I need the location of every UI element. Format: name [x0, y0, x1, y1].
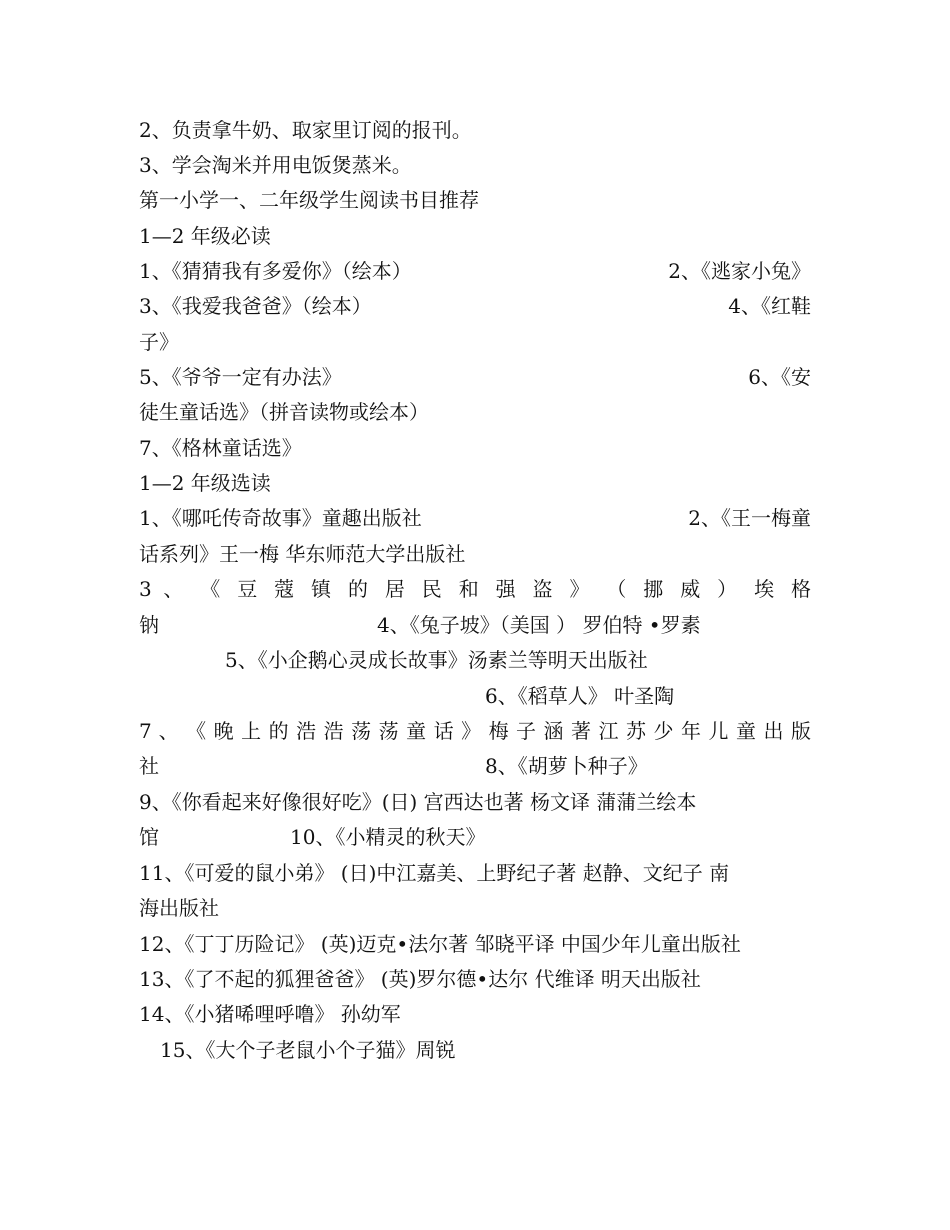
book-entry: 9、《你看起来好像很好吃》(日) 宫西达也著 杨文译 蒲蒲兰绘本	[139, 790, 697, 814]
book-row	[139, 288, 811, 324]
text-line: 2、负责拿牛奶、取家里订阅的报刊。	[139, 118, 472, 142]
book-entry: 13、《了不起的狐狸爸爸》 (英)罗尔德•达尔 代维译 明天出版社	[139, 967, 701, 991]
text-line: 话系列》王一梅 华东师范大学出版社	[139, 542, 466, 566]
book-entry: 1、《哪吒传奇故事》童趣出版社	[139, 506, 422, 530]
text-line: 海出版社	[139, 896, 219, 920]
book-entry: 6、《安	[748, 365, 811, 389]
section-heading: 第一小学一、二年级学生阅读书目推荐	[139, 188, 479, 212]
book-row	[139, 253, 811, 289]
text-line: 3、学会淘米并用电饭煲蒸米。	[139, 153, 412, 177]
subheading-required: 1—2 年级必读	[139, 224, 271, 248]
subheading-optional: 1—2 年级选读	[139, 471, 271, 495]
book-entry: 5、《爷爷一定有办法》	[139, 365, 342, 389]
book-entry: 1、《猜猜我有多爱你》（绘本）	[139, 259, 412, 283]
book-entry: 10、《小精灵的秋天》	[290, 825, 486, 849]
text-line: 徒生童话选》（拼音读物或绘本）	[139, 400, 429, 424]
book-entry: 12、《丁丁历险记》 (英)迈克•法尔著 邹晓平译 中国少年儿童出版社	[139, 932, 741, 956]
text-line: 子》	[139, 330, 179, 354]
text-line: 馆	[139, 825, 159, 849]
book-entry: 4、《兔子坡》（美国 ） 罗伯特 •罗素	[377, 613, 701, 637]
book-entry: 3、《我爱我爸爸》（绘本）	[139, 294, 372, 318]
book-entry: 5、《小企鹅心灵成长故事》汤素兰等明天出版社	[225, 648, 648, 672]
book-row	[139, 359, 811, 395]
text-line: 社	[139, 754, 159, 778]
book-entry: 4、《红鞋	[728, 294, 811, 318]
book-entry: 14、《小猪唏哩呼噜》 孙幼军	[139, 1002, 401, 1026]
book-entry: 7、《格林童话选》	[139, 436, 302, 460]
book-entry: 11、《可爱的鼠小弟》 (日)中江嘉美、上野纪子著 赵静、文纪子 南	[139, 861, 730, 885]
book-entry: 2、《王一梅童	[688, 506, 811, 530]
book-entry: 7 、 《 晚 上 的 浩 浩 荡 荡 童 话 》 梅 子 涵 著 江 苏 少 年 儿 童 出 版	[139, 719, 811, 743]
text-line: 钠	[139, 613, 159, 637]
book-entry: 3 、 《 豆 蔻 镇 的 居 民 和 强 盗 》 （ 挪 威 ） 埃 格	[139, 577, 811, 601]
book-entry: 15、《大个子老鼠小个子猫》周锐	[160, 1038, 456, 1062]
book-entry: 8、《胡萝卜种子》	[485, 754, 648, 778]
book-row	[139, 500, 811, 536]
book-entry: 6、《稻草人》 叶圣陶	[485, 684, 675, 708]
book-entry: 2、《逃家小兔》	[668, 259, 811, 283]
